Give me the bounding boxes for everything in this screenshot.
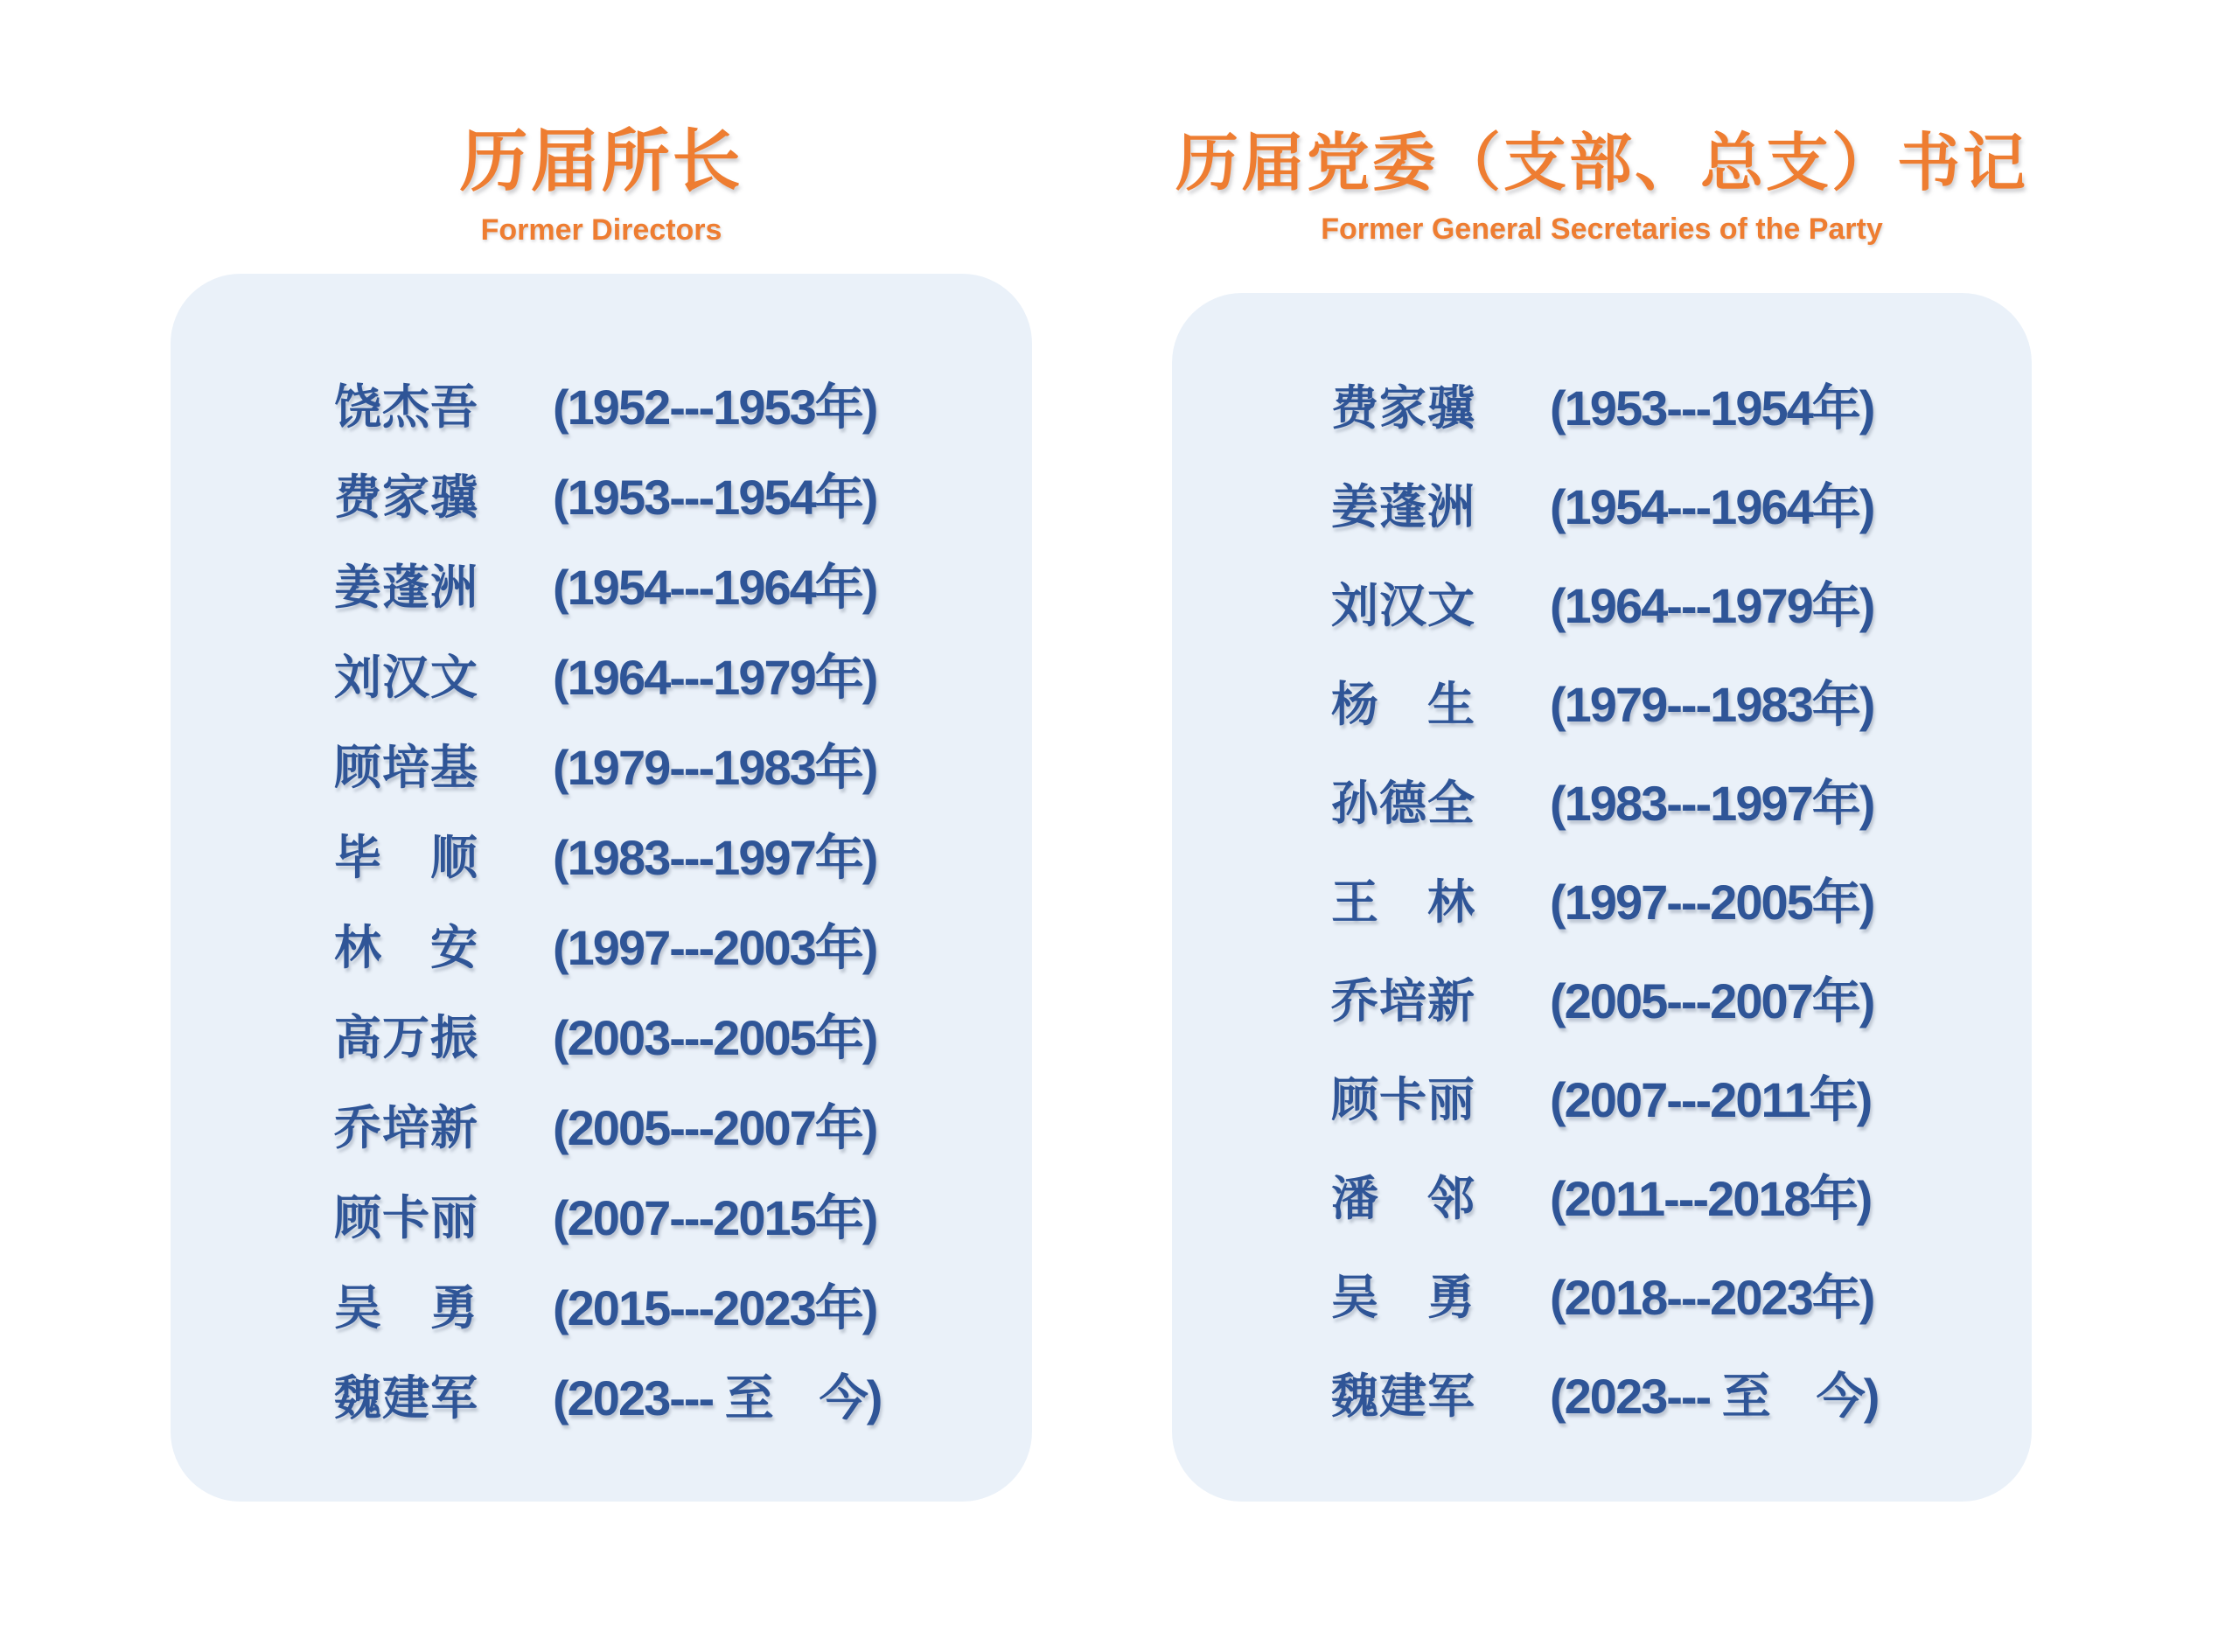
person-name: 乔培新 xyxy=(1331,975,1475,1028)
former-party-secretaries-panel xyxy=(1172,293,2032,1502)
person-name: 顾卡丽 xyxy=(334,1192,478,1244)
person-name: 孙德全 xyxy=(1331,777,1475,830)
list-item xyxy=(334,359,1032,449)
left-title-english: Former Directors xyxy=(480,213,722,247)
list-item xyxy=(334,899,1032,989)
list-item xyxy=(1331,355,2032,454)
person-name: 高万振 xyxy=(334,1012,478,1064)
term-years: (2007---2015年) xyxy=(553,1189,877,1245)
term-years: (2005---2007年) xyxy=(553,1099,877,1155)
list-item xyxy=(1331,1146,2032,1244)
former-party-secretaries-list xyxy=(1172,355,2032,1442)
list-item xyxy=(1331,750,2032,849)
list-item xyxy=(334,809,1032,899)
person-name: 王 林 xyxy=(1331,876,1475,929)
person-name: 刘汉文 xyxy=(1331,580,1475,632)
person-name: 魏建军 xyxy=(1331,1370,1475,1423)
person-name: 吴 勇 xyxy=(334,1282,478,1335)
list-item xyxy=(334,719,1032,809)
list-item xyxy=(334,1259,1032,1349)
term-years: (2018---2023年) xyxy=(1550,1269,1874,1325)
term-years: (1952---1953年) xyxy=(553,379,877,435)
list-item xyxy=(334,1169,1032,1259)
list-item xyxy=(1331,652,2032,750)
left-section-header xyxy=(171,124,1032,247)
term-years: (1964---1979年) xyxy=(1550,577,1874,633)
right-title-chinese: 历届党委（支部、总支）书记 xyxy=(1175,129,2028,199)
former-directors-panel xyxy=(171,274,1032,1502)
term-years: (2007---2011年) xyxy=(1550,1071,1872,1127)
person-name: 刘汉文 xyxy=(334,652,478,704)
term-years: (2015---2023年) xyxy=(553,1279,877,1335)
person-name: 姜蓬洲 xyxy=(334,561,478,614)
list-item xyxy=(1331,1343,2032,1442)
term-years: (2011---2018年) xyxy=(1550,1170,1872,1226)
list-item xyxy=(1331,849,2032,948)
list-item xyxy=(1331,454,2032,553)
list-item xyxy=(334,449,1032,539)
person-name: 顾培基 xyxy=(334,742,478,794)
former-directors-list xyxy=(171,359,1032,1439)
term-years: (2023--- 至 今) xyxy=(553,1370,882,1425)
term-years: (1997---2005年) xyxy=(1550,874,1874,930)
person-name: 潘 邻 xyxy=(1331,1173,1475,1225)
person-name: 饶杰吾 xyxy=(334,381,478,434)
person-name: 林 安 xyxy=(334,922,478,974)
list-item xyxy=(1331,1244,2032,1343)
list-item xyxy=(334,539,1032,629)
right-section-header xyxy=(1172,129,2032,247)
term-years: (1997---2003年) xyxy=(553,919,877,975)
list-item xyxy=(334,1079,1032,1169)
list-item xyxy=(334,989,1032,1079)
list-item xyxy=(1331,948,2032,1047)
list-item xyxy=(334,1349,1032,1439)
term-years: (1964---1979年) xyxy=(553,649,877,705)
term-years: (2003---2005年) xyxy=(553,1009,877,1065)
list-item xyxy=(1331,553,2032,652)
person-name: 费家骥 xyxy=(334,471,478,524)
person-name: 费家骥 xyxy=(1331,382,1475,435)
person-name: 姜蓬洲 xyxy=(1331,481,1475,533)
person-name: 乔培新 xyxy=(334,1102,478,1154)
right-title-english: Former General Secretaries of the Party xyxy=(1321,213,1883,247)
term-years: (2005---2007年) xyxy=(1550,972,1874,1028)
term-years: (1983---1997年) xyxy=(553,829,877,885)
person-name: 顾卡丽 xyxy=(1331,1074,1475,1126)
person-name: 魏建军 xyxy=(334,1372,478,1425)
person-name: 毕 顺 xyxy=(334,832,478,884)
term-years: (1979---1983年) xyxy=(553,739,877,795)
term-years: (1954---1964年) xyxy=(1550,478,1874,534)
term-years: (1979---1983年) xyxy=(1550,676,1874,732)
term-years: (2023--- 至 今) xyxy=(1550,1368,1879,1424)
list-item xyxy=(1331,1047,2032,1146)
list-item xyxy=(334,629,1032,719)
left-title-chinese: 历届所长 xyxy=(459,122,743,199)
term-years: (1954---1964年) xyxy=(553,559,877,615)
term-years: (1953---1954年) xyxy=(1550,380,1874,436)
term-years: (1983---1997年) xyxy=(1550,775,1874,831)
person-name: 吴 勇 xyxy=(1331,1272,1475,1324)
term-years: (1953---1954年) xyxy=(553,469,877,525)
person-name: 杨 生 xyxy=(1331,679,1475,731)
